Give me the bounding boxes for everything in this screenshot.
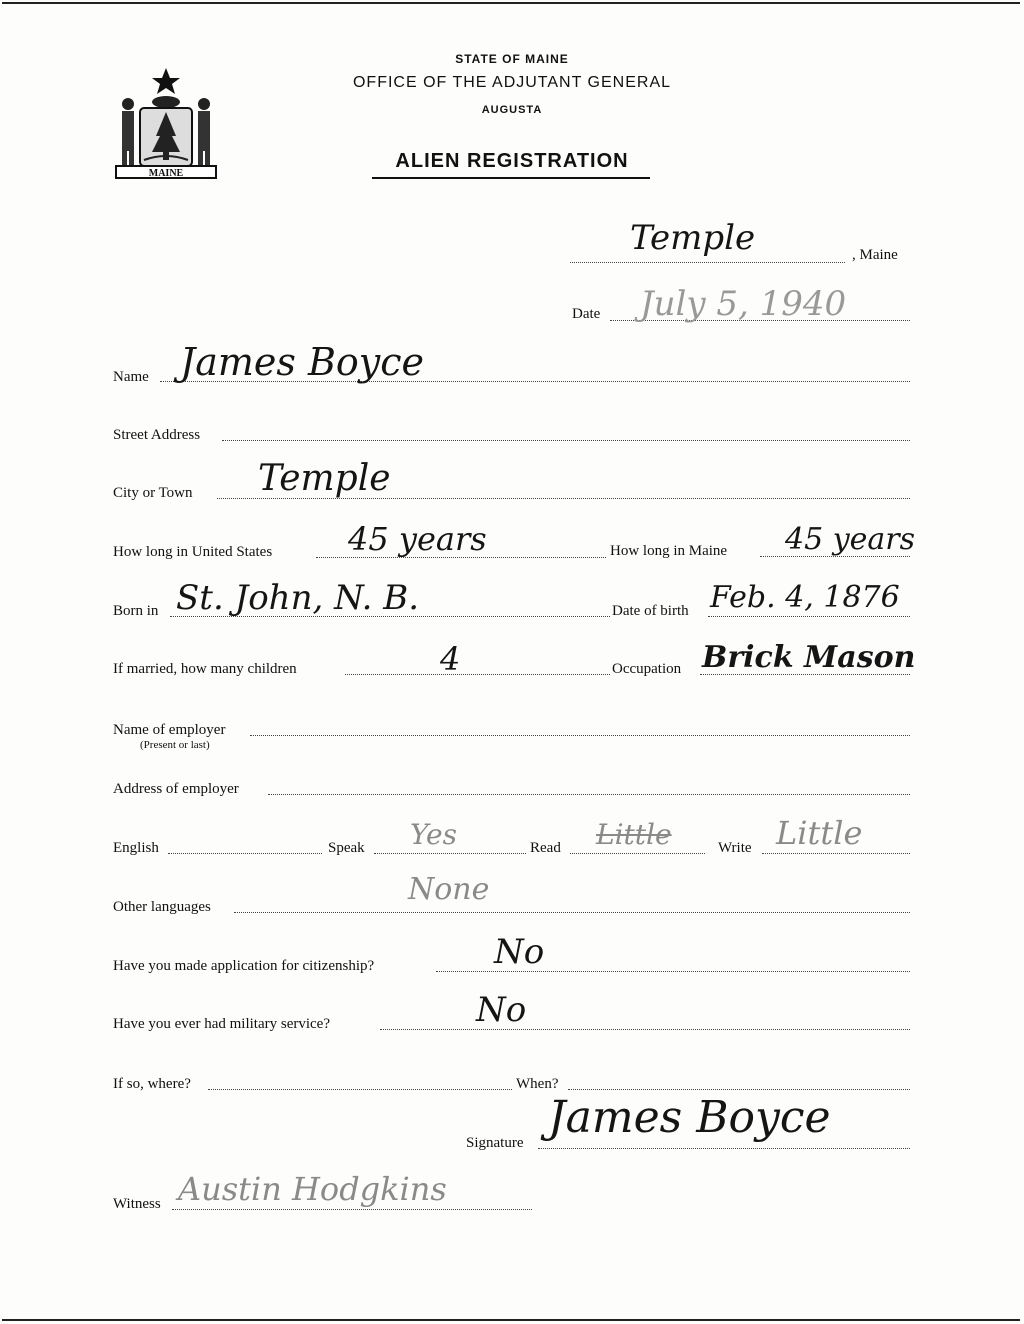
if-so-where-line xyxy=(208,1089,512,1090)
employer-line xyxy=(250,735,910,736)
write-value: Little xyxy=(776,814,863,852)
name-label: Name xyxy=(113,369,149,385)
employer-address-label: Address of employer xyxy=(113,781,239,797)
date-of-birth-value: Feb. 4, 1876 xyxy=(710,580,900,615)
signature-value: James Boyce xyxy=(548,1092,831,1143)
military-label: Have you ever had military service? xyxy=(113,1016,330,1032)
when-line xyxy=(568,1089,910,1090)
witness-label: Witness xyxy=(113,1196,161,1212)
if-so-where-label: If so, where? xyxy=(113,1076,191,1092)
witness-value: Austin Hodgkins xyxy=(178,1170,447,1208)
how-long-maine-label: How long in Maine xyxy=(610,543,728,559)
form-title: ALIEN REGISTRATION xyxy=(395,150,629,172)
date-of-birth-line xyxy=(708,616,910,617)
how-long-maine-value: 45 years xyxy=(785,522,916,557)
employer-label: Name of employer xyxy=(113,722,226,738)
children-line xyxy=(345,674,610,675)
speak-label: Speak xyxy=(328,840,365,856)
read-line xyxy=(570,853,705,854)
children-value: 4 xyxy=(440,640,461,678)
other-languages-value: None xyxy=(408,872,490,907)
header-office: OFFICE OF THE ADJUTANT GENERAL xyxy=(352,74,672,91)
english-label: English xyxy=(113,840,159,856)
scan-border-top xyxy=(2,2,1020,4)
how-long-us-label: How long in United States xyxy=(113,544,273,560)
occupation-label: Occupation xyxy=(612,661,682,677)
born-in-value: St. John, N. B. xyxy=(176,578,420,618)
citizenship-label: Have you made application for citizenship? xyxy=(113,958,375,974)
town-value: Temple xyxy=(630,218,756,258)
city-value: Temple xyxy=(258,458,391,499)
header-city: AUGUSTA xyxy=(481,104,543,116)
city-label: City or Town xyxy=(113,485,193,501)
other-languages-label: Other languages xyxy=(113,899,211,915)
date-value: July 5, 1940 xyxy=(640,284,847,324)
employer-address-line xyxy=(268,794,910,795)
read-value: Little xyxy=(596,818,672,851)
svg-text:MAINE: MAINE xyxy=(148,168,184,179)
write-line xyxy=(762,853,910,854)
scan-border-bottom xyxy=(2,1319,1020,1321)
children-label: If married, how many children xyxy=(113,661,297,677)
title-underline xyxy=(372,177,650,179)
speak-line xyxy=(374,853,526,854)
maine-label: , Maine xyxy=(852,247,898,263)
street-line xyxy=(222,440,910,441)
born-in-label: Born in xyxy=(113,603,159,619)
write-label: Write xyxy=(718,840,752,856)
read-label: Read xyxy=(530,840,561,856)
speak-value: Yes xyxy=(410,818,457,851)
english-line xyxy=(168,853,322,854)
header-state: STATE OF MAINE xyxy=(455,52,569,66)
when-label: When? xyxy=(516,1076,559,1092)
other-languages-line xyxy=(234,912,910,913)
military-line xyxy=(380,1029,910,1030)
name-value: James Boyce xyxy=(180,340,425,384)
town-line xyxy=(570,262,845,263)
how-long-us-value: 45 years xyxy=(348,520,487,558)
street-label: Street Address xyxy=(113,427,201,443)
signature-line xyxy=(538,1148,910,1149)
date-label: Date xyxy=(572,306,601,322)
military-value: No xyxy=(476,990,527,1030)
employer-sublabel: (Present or last) xyxy=(140,739,210,751)
date-of-birth-label: Date of birth xyxy=(612,603,689,619)
maine-state-seal-icon xyxy=(110,66,222,186)
signature-label: Signature xyxy=(466,1135,524,1151)
citizenship-value: No xyxy=(494,932,545,972)
occupation-value: Brick Mason xyxy=(702,640,916,675)
witness-line xyxy=(172,1209,532,1210)
